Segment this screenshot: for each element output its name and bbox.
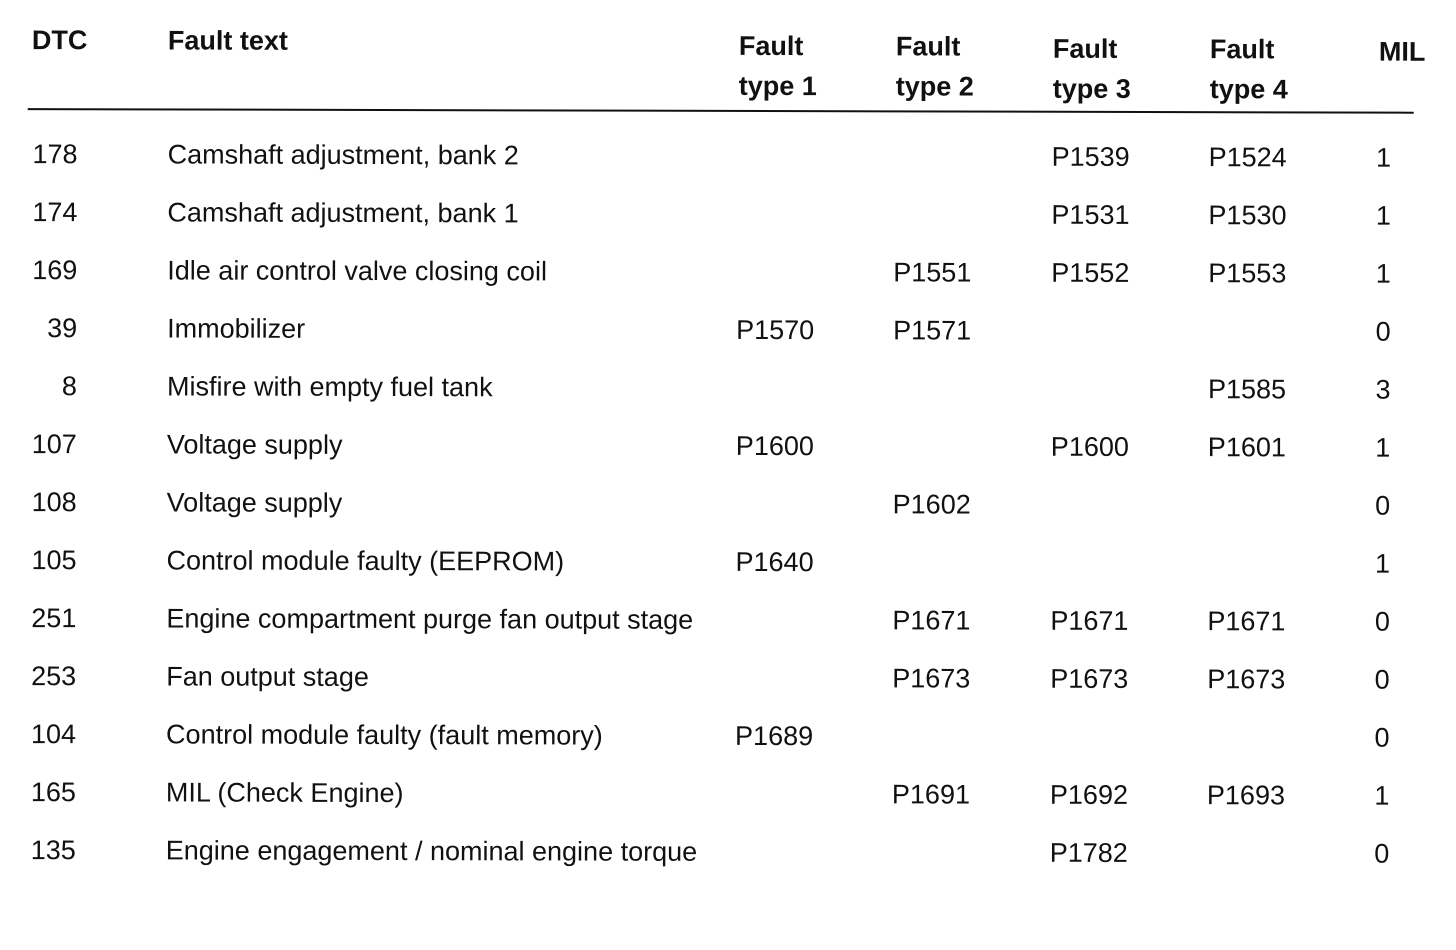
fault-text-cell: Misfire with empty fuel tank <box>166 371 493 403</box>
mil-cell: 1 <box>1375 258 1391 289</box>
fault-type-4-cell: P1585 <box>1207 374 1287 405</box>
dtc-cell: 104 <box>30 719 77 750</box>
table-row <box>0 482 1455 526</box>
fault-type-3-cell: P1531 <box>1051 199 1130 230</box>
fault-type-2-cell: P1551 <box>893 257 972 288</box>
fault-type-4-cell: P1671 <box>1207 606 1286 637</box>
fault-text-cell: Idle air control valve closing coil <box>167 255 548 287</box>
table-row <box>0 656 1454 700</box>
fault-type-4-cell: P1553 <box>1208 258 1287 289</box>
table-row <box>0 308 1455 352</box>
table-row <box>0 598 1454 642</box>
fault-type-4-cell: P1524 <box>1208 142 1287 173</box>
mil-cell: 1 <box>1374 548 1391 579</box>
header-fault-type-1-line2: type 1 <box>738 70 817 102</box>
fault-type-2-cell: P1673 <box>892 663 971 694</box>
fault-type-2-cell: P1691 <box>891 779 971 810</box>
fault-type-3-cell: P1552 <box>1051 257 1130 288</box>
mil-cell: 0 <box>1374 722 1390 753</box>
fault-text-cell: Control module faulty (fault memory) <box>166 719 603 751</box>
dtc-cell: 105 <box>31 545 77 576</box>
mil-cell: 0 <box>1374 606 1390 637</box>
fault-text-cell: MIL (Check Engine) <box>165 777 404 809</box>
fault-text-cell: Voltage supply <box>166 487 343 518</box>
header-dtc: DTC <box>31 25 88 56</box>
table-row <box>0 424 1455 468</box>
dtc-cell: 165 <box>30 777 76 808</box>
table-row <box>0 366 1455 410</box>
dtc-cell: 39 <box>47 313 78 344</box>
header-mil: MIL <box>1378 36 1426 67</box>
header-fault-type-2-line1: Fault <box>895 31 961 62</box>
fault-text-cell: Engine compartment purge fan output stage <box>166 603 694 635</box>
fault-type-1-cell: P1689 <box>735 720 814 752</box>
fault-type-1-cell: P1640 <box>735 546 814 578</box>
table-row <box>0 134 1456 178</box>
header-fault-type-4-line1: Fault <box>1209 34 1275 65</box>
mil-cell: 1 <box>1374 780 1390 811</box>
mil-cell: 1 <box>1375 200 1391 231</box>
fault-type-4-cell: P1673 <box>1207 664 1286 695</box>
table-row <box>0 830 1454 874</box>
mil-cell: 0 <box>1374 664 1390 695</box>
fault-text-cell: Fan output stage <box>166 661 369 692</box>
fault-text-cell: Engine engagement / nominal engine torque <box>165 835 698 867</box>
dtc-cell: 251 <box>31 603 77 634</box>
fault-type-2-cell: P1671 <box>892 605 971 636</box>
header-fault-type-3-line2: type 3 <box>1052 73 1131 104</box>
table-row <box>0 714 1454 758</box>
fault-type-3-cell: P1692 <box>1049 779 1129 810</box>
fault-type-3-cell: P1600 <box>1050 431 1129 462</box>
fault-text-cell: Immobilizer <box>167 313 306 344</box>
fault-text-cell: Voltage supply <box>166 429 343 460</box>
header-fault-type-4-line2: type 4 <box>1209 74 1288 105</box>
dtc-cell: 174 <box>32 197 78 228</box>
mil-cell: 1 <box>1375 432 1391 463</box>
fault-type-3-cell: P1539 <box>1051 141 1130 172</box>
header-fault-type-3-line1: Fault <box>1052 33 1118 64</box>
mil-cell: 0 <box>1374 838 1390 869</box>
fault-text-cell: Camshaft adjustment, bank 2 <box>167 139 519 171</box>
mil-cell: 0 <box>1375 490 1391 521</box>
fault-type-3-cell: P1782 <box>1049 837 1128 868</box>
dtc-cell: 108 <box>31 487 77 518</box>
table-row <box>0 772 1454 816</box>
mil-cell: 3 <box>1375 374 1391 405</box>
fault-text-cell: Control module faulty (EEPROM) <box>166 545 565 577</box>
mil-cell: 0 <box>1375 316 1391 347</box>
table-row <box>0 540 1455 584</box>
fault-type-4-cell: P1530 <box>1208 200 1287 231</box>
fault-type-1-cell: P1600 <box>735 430 814 462</box>
fault-type-2-cell: P1602 <box>892 489 971 520</box>
fault-type-4-cell: P1601 <box>1207 432 1286 463</box>
fault-text-cell: Camshaft adjustment, bank 1 <box>167 197 519 229</box>
dtc-cell: 107 <box>31 429 77 460</box>
header-fault-type-2-line2: type 2 <box>895 71 974 102</box>
dtc-cell: 178 <box>32 139 78 170</box>
fault-type-1-cell: P1570 <box>736 314 815 346</box>
fault-type-2-cell: P1571 <box>893 315 972 346</box>
fault-type-4-cell: P1693 <box>1206 780 1286 811</box>
dtc-cell: 169 <box>32 255 78 286</box>
table-row <box>0 192 1455 236</box>
dtc-cell: 135 <box>30 835 76 866</box>
fault-type-3-cell: P1673 <box>1050 663 1129 694</box>
header-fault-type-1-line1: Fault <box>738 30 804 62</box>
fault-type-3-cell: P1671 <box>1050 605 1129 636</box>
dtc-cell: 253 <box>31 661 77 692</box>
mil-cell: 1 <box>1376 142 1392 173</box>
dtc-cell: 8 <box>61 371 78 402</box>
table-row <box>0 250 1455 294</box>
header-fault-text: Fault text <box>167 25 288 56</box>
